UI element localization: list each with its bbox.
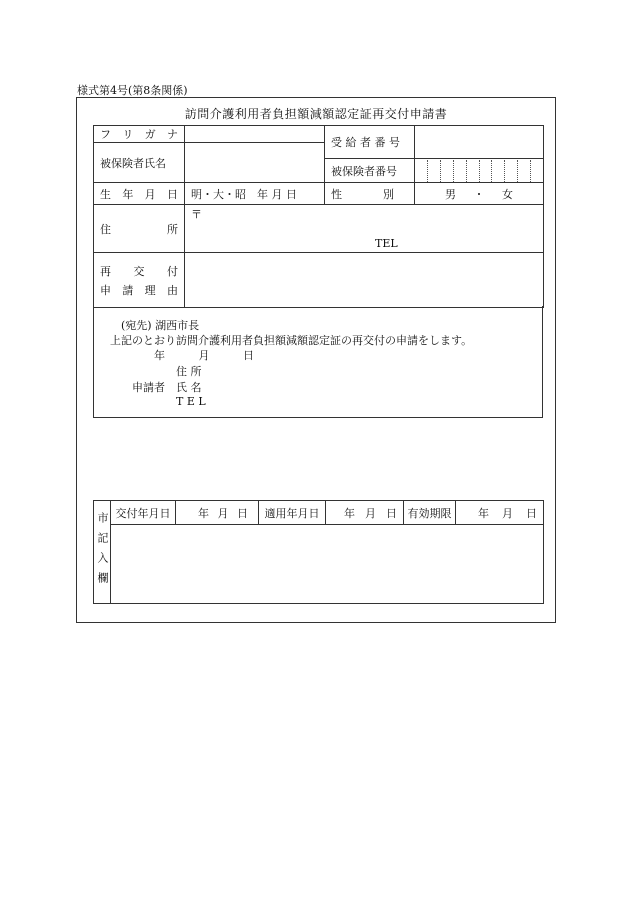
- address-field[interactable]: [185, 205, 544, 253]
- recipient-number-field[interactable]: [415, 126, 544, 159]
- declaration-date[interactable]: 年 月 日: [154, 349, 254, 362]
- insured-name-label: 被保険者氏名: [94, 143, 185, 183]
- dob-field[interactable]: 明・大・昭 年 月 日: [185, 183, 325, 205]
- office-notes-field[interactable]: [111, 525, 544, 604]
- apply-date-field[interactable]: 年 月 日: [344, 506, 397, 520]
- statement: 上記のとおり訪問介護利用者負担額減額認定証の再交付の申請をします。: [110, 334, 473, 347]
- office-use-table: [93, 500, 544, 604]
- furigana-label: フ リ ガ ナ: [100, 128, 178, 141]
- recipient-number-label: 受 給 者 番 号: [325, 126, 415, 159]
- form-title: 訪問介護利用者負担額減額認定証再交付申請書: [184, 107, 448, 121]
- applicant-name-label: 氏 名: [176, 381, 202, 394]
- declaration-box: [93, 306, 543, 418]
- address-tel-label: TEL: [375, 237, 398, 250]
- insured-number-field[interactable]: [415, 159, 544, 183]
- insured-name-field[interactable]: [185, 143, 325, 183]
- issue-date-field[interactable]: 年 月 日: [198, 506, 248, 520]
- applicant-label: 申請者: [132, 381, 165, 394]
- apply-date-label: 適用年月日: [259, 501, 326, 525]
- form-code: 様式第4号(第8条関係): [77, 84, 188, 97]
- office-use-label: 市記入欄: [94, 501, 111, 604]
- expiry-field[interactable]: 年 月 日: [478, 506, 537, 520]
- postal-mark: 〒: [191, 208, 202, 221]
- address-label: 住 所: [100, 222, 178, 236]
- sex-label: 性 別: [331, 187, 394, 201]
- insured-number-label: 被保険者番号: [325, 159, 415, 183]
- applicant-address-label: 住 所: [176, 365, 202, 378]
- issue-date-label: 交付年月日: [111, 501, 176, 525]
- sex-options[interactable]: 男 ・ 女: [445, 187, 513, 201]
- applicant-tel-label: T E L: [176, 395, 206, 408]
- dob-label: 生 年 月 日: [100, 187, 178, 201]
- reason-field[interactable]: [185, 253, 544, 308]
- expiry-label: 有効期限: [404, 501, 456, 525]
- reason-label: 再 交 付 申 請 理 由: [94, 253, 185, 308]
- addressee: (宛先) 湖西市長: [121, 319, 200, 332]
- application-table: [93, 125, 544, 308]
- furigana-field[interactable]: [185, 126, 325, 143]
